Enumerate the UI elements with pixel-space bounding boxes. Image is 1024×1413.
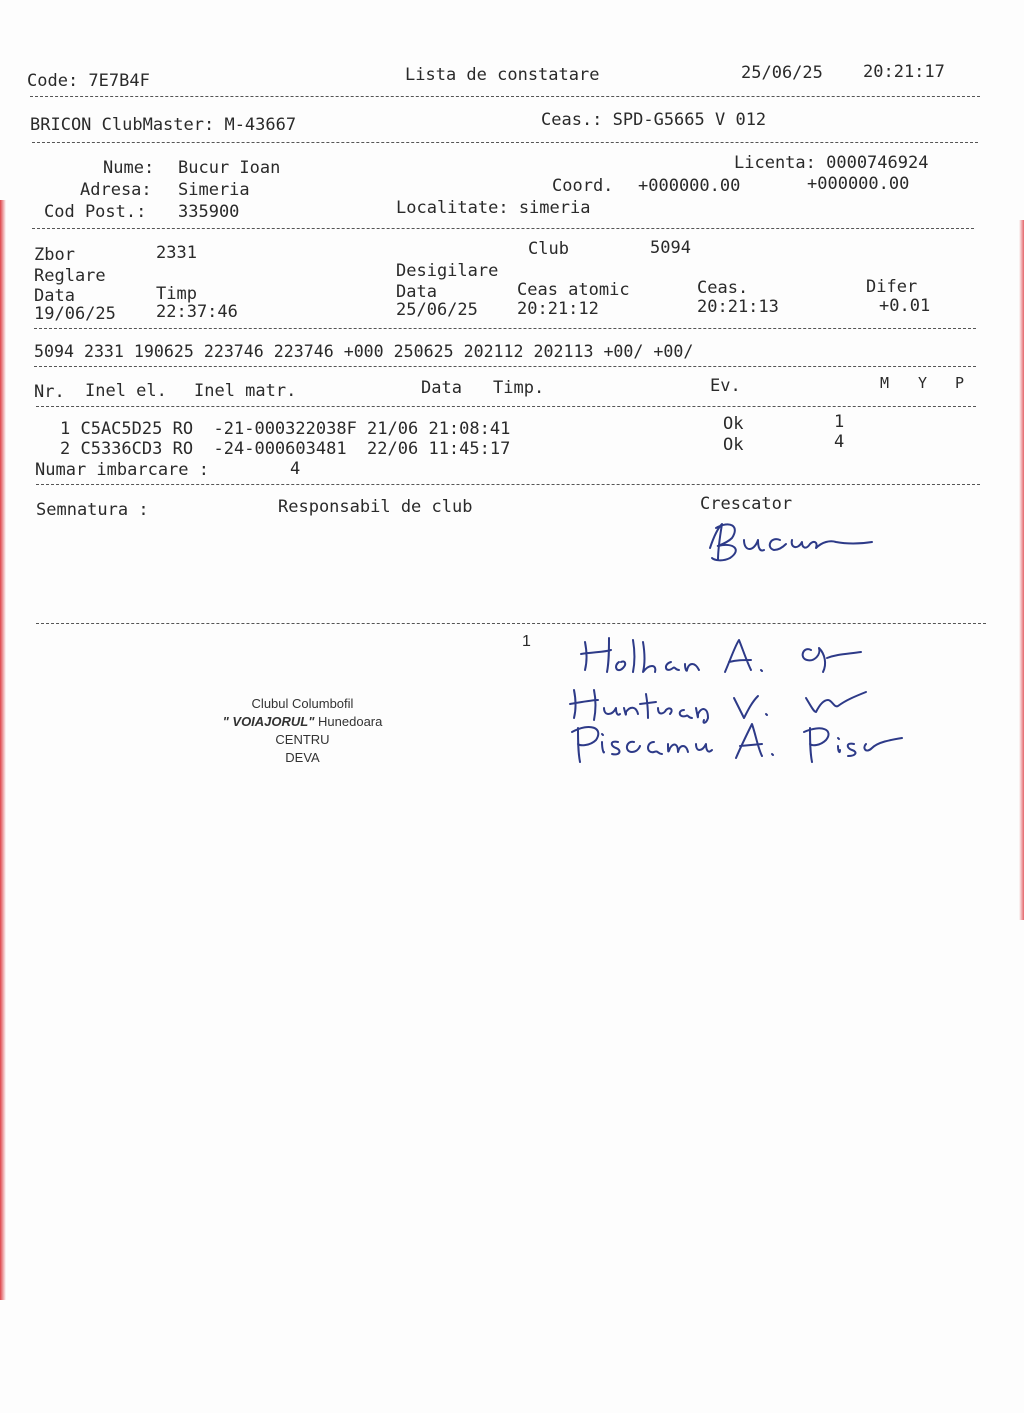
club-responsible-label: Responsabil de club bbox=[278, 497, 473, 517]
postal-label: Cod Post.: bbox=[44, 202, 147, 222]
row-ev: Ok bbox=[723, 435, 744, 455]
owner-name: Bucur Ioan bbox=[178, 158, 281, 178]
col-m: M bbox=[880, 374, 890, 392]
signature-label: Semnatura : bbox=[36, 500, 149, 520]
zbor-value: 2331 bbox=[156, 243, 197, 263]
embark-label: Numar imbarcare : bbox=[35, 460, 209, 480]
reglare-data-label: Data bbox=[34, 286, 75, 306]
divider bbox=[30, 96, 980, 97]
col-y: Y bbox=[918, 374, 928, 392]
red-edge-left bbox=[0, 200, 6, 1300]
desig-date: 25/06/25 bbox=[396, 300, 478, 320]
header-time: 20:21:17 bbox=[863, 62, 945, 82]
table-row: 2 C5336CD3 RO -24-000603481 22/06 11:45:17 bbox=[60, 439, 511, 459]
license: Licenta: 0000746924 bbox=[734, 153, 929, 173]
summary-line: 5094 2331 190625 223746 223746 +000 250625 202112 202113 +00/ +00/ bbox=[34, 342, 694, 361]
difer-label: Difer bbox=[866, 277, 918, 297]
divider bbox=[36, 484, 980, 485]
row-y: 4 bbox=[834, 432, 845, 452]
commission-signature-1 bbox=[575, 634, 875, 678]
red-edge-right bbox=[1019, 220, 1024, 920]
commission-signature-3 bbox=[566, 718, 906, 768]
club-value: 5094 bbox=[650, 238, 691, 258]
breeder-label: Crescator bbox=[700, 494, 793, 514]
divider bbox=[36, 406, 976, 407]
row-y: 1 bbox=[834, 412, 845, 432]
stamp-line-3: CENTRU bbox=[275, 732, 330, 747]
col-inel-el: Inel el. bbox=[85, 381, 167, 401]
row-ev: Ok bbox=[723, 414, 744, 434]
stamp-city: Hunedoara bbox=[318, 714, 383, 729]
reglare-timp-label: Timp bbox=[156, 284, 197, 304]
reglare-date: 19/06/25 bbox=[34, 304, 116, 324]
coord-y: +000000.00 bbox=[807, 174, 910, 194]
coord-x: +000000.00 bbox=[638, 176, 741, 196]
club-stamp bbox=[185, 695, 420, 767]
embark-count: 4 bbox=[290, 459, 301, 479]
clock-time: 20:21:13 bbox=[697, 297, 779, 317]
page-number: 1 bbox=[522, 633, 531, 650]
locality: Localitate: simeria bbox=[396, 198, 591, 218]
divider bbox=[32, 142, 978, 143]
stamp-line-2 bbox=[185, 713, 420, 731]
header-date: 25/06/25 bbox=[741, 63, 823, 83]
name-label: Nume: bbox=[103, 158, 155, 178]
owner-address: Simeria bbox=[178, 180, 250, 200]
divider bbox=[34, 366, 976, 367]
col-p: P bbox=[955, 374, 965, 392]
owner-postal: 335900 bbox=[178, 202, 240, 222]
desigilare-label: Desigilare bbox=[396, 261, 499, 281]
col-data: Data bbox=[421, 378, 462, 398]
breeder-signature bbox=[700, 518, 880, 568]
clubmaster-id: BRICON ClubMaster: M-43667 bbox=[30, 115, 297, 135]
address-label: Adresa: bbox=[80, 180, 152, 200]
stamp-line-4: DEVA bbox=[285, 750, 320, 765]
atomic-time: 20:21:12 bbox=[517, 299, 599, 319]
code: Code: 7E7B4F bbox=[27, 71, 150, 91]
divider bbox=[36, 623, 986, 624]
divider bbox=[32, 228, 974, 229]
document-title: Lista de constatare bbox=[405, 65, 600, 85]
zbor-label: Zbor bbox=[34, 245, 75, 265]
stamp-club-name: " VOIAJORUL" bbox=[222, 714, 315, 729]
coord-label: Coord. bbox=[552, 176, 614, 196]
club-label: Club bbox=[528, 239, 569, 259]
desig-data-label: Data bbox=[396, 282, 437, 302]
ceas-atomic-label: Ceas atomic bbox=[517, 280, 630, 300]
table-row: 1 C5AC5D25 RO -21-000322038F 21/06 21:08:41 bbox=[60, 419, 511, 439]
col-nr: Nr. bbox=[34, 382, 65, 402]
ceas-label: Ceas. bbox=[697, 278, 749, 298]
divider bbox=[34, 328, 976, 329]
reglare-time: 22:37:46 bbox=[156, 302, 238, 322]
col-timp: Timp. bbox=[493, 378, 545, 398]
difer-value: +0.01 bbox=[879, 296, 931, 316]
reglare-label: Reglare bbox=[34, 266, 106, 286]
clock-id: Ceas.: SPD-G5665 V 012 bbox=[541, 110, 767, 130]
col-ev: Ev. bbox=[710, 376, 741, 396]
col-inel-matr: Inel matr. bbox=[194, 381, 297, 401]
stamp-line-1: Clubul Columbofil bbox=[251, 696, 354, 711]
